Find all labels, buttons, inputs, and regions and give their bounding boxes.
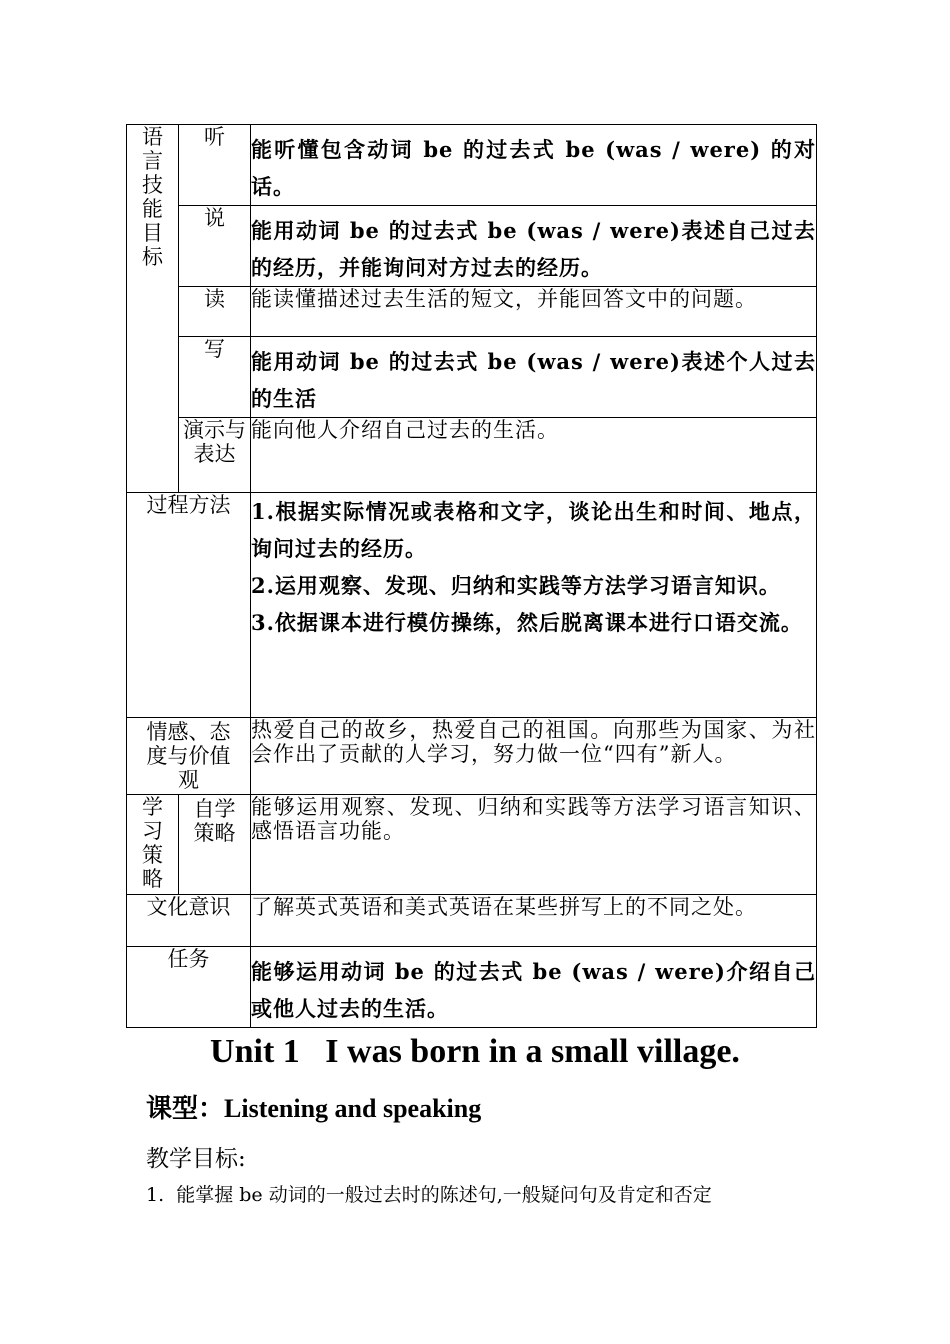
strategy-category-label: 学习策略 xyxy=(142,795,163,891)
process-item-3: 3.依据课本进行模仿操练，然后脱离课本进行口语交流。 xyxy=(251,610,803,635)
skills-category-label: 语言技能目标 xyxy=(142,125,163,269)
skill-listen: 听 xyxy=(179,125,251,206)
skill-write-desc: 能用动词 be 的过去式 be (was / were)表述个人过去的生活 xyxy=(251,337,817,418)
lesson-type-value: Listening and speaking xyxy=(224,1094,482,1123)
skill-speak-desc: 能用动词 be 的过去式 be (was / were)表述自己过去的经历，并能询问对方过去的经历。 xyxy=(251,206,817,287)
table-row xyxy=(127,418,817,493)
process-desc xyxy=(251,493,817,718)
teaching-goals-table xyxy=(126,124,817,1028)
table-row xyxy=(127,947,817,1028)
strategy-desc: 能够运用观察、发现、归纳和实践等方法学习语言知识、感悟语言功能。 xyxy=(251,795,817,895)
skill-present-desc: 能向他人介绍自己过去的生活。 xyxy=(251,418,817,493)
table-row xyxy=(127,287,817,337)
emotion-label: 情感、态度与价值观 xyxy=(127,718,251,795)
strategy-category-cell xyxy=(127,795,179,895)
skill-speak: 说 xyxy=(179,206,251,287)
table-row xyxy=(127,718,817,795)
unit-title: Unit 1 I was born in a small village. xyxy=(210,1033,740,1070)
skill-present: 演示与表达 xyxy=(179,418,251,493)
objective-item-1: 1. 能掌握 be 动词的一般过去时的陈述句,一般疑问句及肯定和否定 xyxy=(146,1184,712,1206)
table-row xyxy=(127,337,817,418)
skill-write: 写 xyxy=(179,337,251,418)
table-row xyxy=(127,795,817,895)
process-item-2: 2.运用观察、发现、归纳和实践等方法学习语言知识。 xyxy=(251,573,781,598)
skill-read-desc: 能读懂描述过去生活的短文，并能回答文中的问题。 xyxy=(251,287,817,337)
table-row xyxy=(127,895,817,947)
objectives-heading: 教学目标: xyxy=(146,1146,246,1172)
lesson-type-label: 课型： xyxy=(146,1094,225,1124)
strategy-sub-label: 自学策略 xyxy=(179,795,251,895)
culture-desc: 了解英式英语和美式英语在某些拼写上的不同之处。 xyxy=(251,895,817,947)
culture-label: 文化意识 xyxy=(127,895,251,947)
task-label: 任务 xyxy=(127,947,251,1028)
emotion-desc: 热爱自己的故乡，热爱自己的祖国。向那些为国家、为社会作出了贡献的人学习，努力做一位“四有”新人。 xyxy=(251,718,817,795)
skill-read: 读 xyxy=(179,287,251,337)
lesson-type xyxy=(146,1088,481,1125)
table-row xyxy=(127,206,817,287)
process-label: 过程方法 xyxy=(127,493,251,718)
task-desc: 能够运用动词 be 的过去式 be (was / were)介绍自己或他人过去的生活。 xyxy=(251,947,817,1028)
table-row xyxy=(127,493,817,718)
skill-listen-desc: 能听懂包含动词 be 的过去式 be (was / were) 的对话。 xyxy=(251,125,817,206)
process-item-1: 1.根据实际情况或表格和文字，谈论出生和时间、地点，询问过去的经历。 xyxy=(251,499,816,561)
skills-category-cell xyxy=(127,125,179,493)
table-row xyxy=(127,125,817,206)
